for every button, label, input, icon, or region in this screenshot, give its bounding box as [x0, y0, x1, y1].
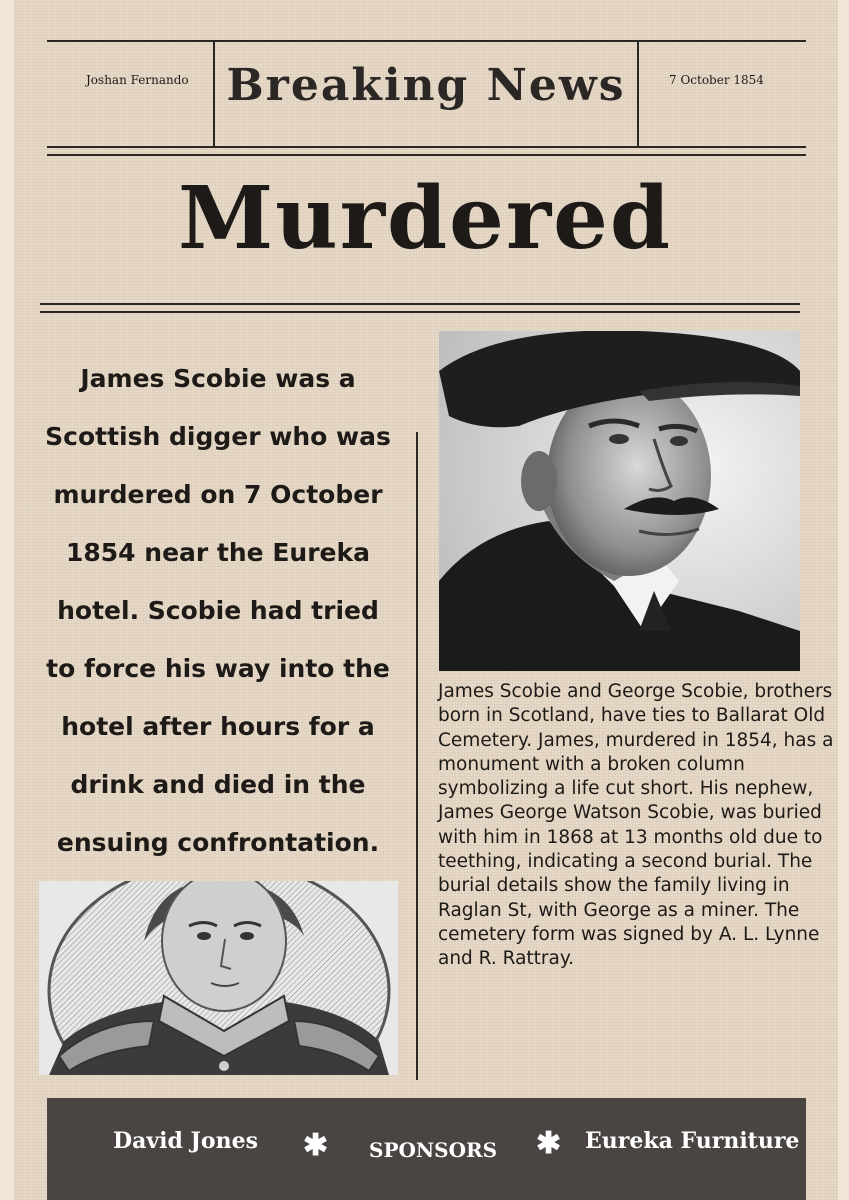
- sponsor-eureka-furniture: Eureka Furniture: [585, 1128, 800, 1154]
- sponsor-david-jones: David Jones: [113, 1128, 258, 1154]
- masthead-title: Breaking News: [226, 60, 626, 111]
- header-bottom-rule-2: [47, 154, 806, 156]
- author-name: Joshan Fernando: [86, 73, 189, 87]
- lead-paragraph: James Scobie was a Scottish digger who was murdered on 7 October 1854 near the Eureka hotel. Scobie had tried to force his way into the hotel after hours for a drink and died in the ensuing confrontation.: [45, 364, 391, 857]
- headline-rule: [40, 303, 800, 305]
- sponsors-footer: [47, 1098, 806, 1200]
- sponsors-label: SPONSORS: [369, 1138, 498, 1162]
- engraving-portrait-officer: [39, 881, 398, 1075]
- headline-rule-2: [40, 311, 800, 313]
- article-body: James Scobie and George Scobie, brothers born in Scotland, have ties to Ballarat Old Cemetery. James, murdered in 1854, has a monument with a broken column symbolizing a life cut short. His nephew, James George Watson Scobie, was buried with him in 1868 at 13 months old due to teething, indicating a second burial. The burial details show the family living in Raglan St, with George as a miner. The cemetery form was signed by A. L. Lynne and R. Rattray.: [438, 681, 834, 970]
- asterisk-icon: ✱: [303, 1128, 329, 1163]
- header-bottom-rule: [47, 146, 806, 148]
- headline: Murdered: [177, 168, 673, 269]
- issue-date: 7 October 1854: [669, 73, 764, 87]
- asterisk-icon: ✱: [536, 1126, 562, 1161]
- column-divider: [416, 432, 418, 1080]
- portrait-photo-art: [439, 331, 800, 671]
- engraving-art: [39, 881, 398, 1075]
- portrait-photo-scobie: [439, 331, 800, 671]
- header-top-rule: [47, 40, 806, 42]
